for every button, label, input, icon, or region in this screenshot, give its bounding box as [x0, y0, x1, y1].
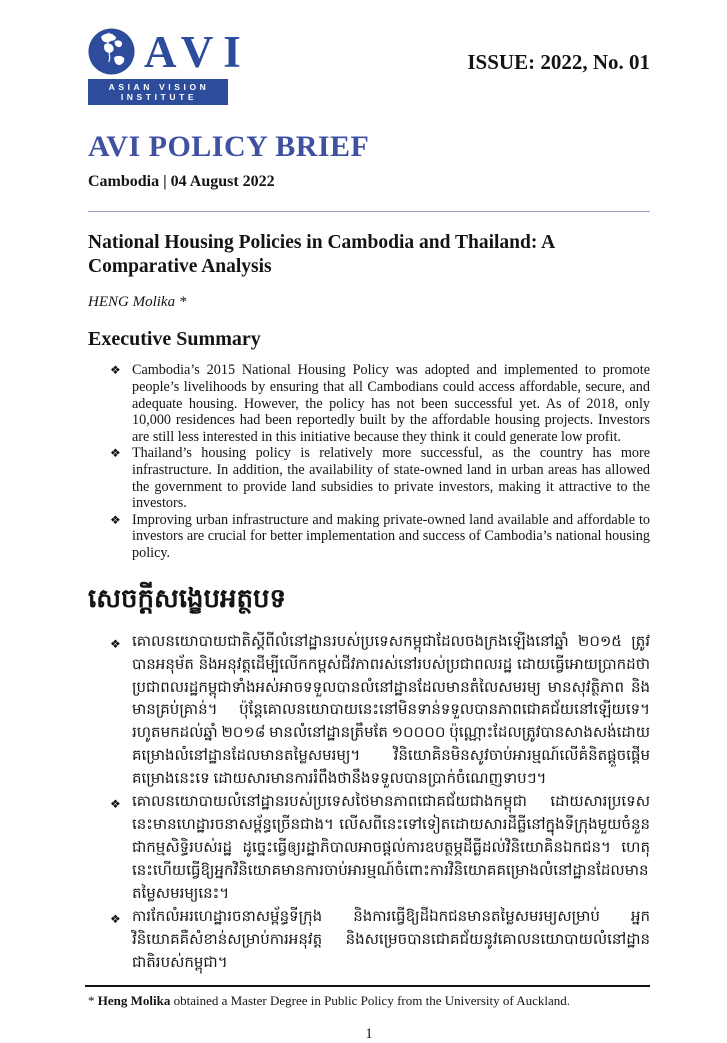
executive-summary-heading: Executive Summary [88, 328, 261, 351]
logo-acronym: AVI [144, 27, 251, 77]
footnote-text [88, 993, 650, 1009]
diamond-bullet-icon: ❖ [110, 363, 121, 378]
header-divider [88, 211, 650, 212]
footnote-author: Heng Molika [97, 992, 171, 1008]
list-item [110, 631, 650, 792]
list-item [110, 512, 650, 562]
list-item [110, 791, 650, 906]
avi-logo [88, 28, 251, 105]
bullet-text: Cambodia’s 2015 National Housing Policy was adopted and implemented to promote people’s livelihoods by ensuring that all Cambodians could access affordable, secure, and adequate housing. However, the policy has not been successful yet. As of 2018, only 10,000 residences had been reportedly built by the affordable housing projects. Investors are still less interested in this initiative because they think it could generate low profit. [132, 362, 650, 445]
header [88, 28, 650, 105]
bullet-text: Improving urban infrastructure and making private-owned land available and affordable to investors are crucial for better implementation and success of Cambodia’s national housing policy. [132, 511, 650, 562]
footnote-section [88, 985, 650, 1043]
list-item [110, 445, 650, 511]
masthead-title: AVI POLICY BRIEF [88, 130, 370, 163]
diamond-bullet-icon: ❖ [110, 512, 121, 527]
diamond-bullet-icon: ❖ [110, 636, 121, 651]
logo-top-row [88, 28, 251, 75]
article-title: National Housing Policies in Cambodia and Thailand: A Comparative Analysis [88, 232, 555, 278]
bullet-text: គោលនយោបាយលំនៅដ្ឋានរបស់ប្រទេសថៃមានភាពជោគជ័យជាងកម្ពុជា ដោយសារប្រទេសនេះមានហេដ្ឋារចនាសម្ព័ន្ធច្រើនជាង។ លើសពីនេះទៅទៀតដោយសារដីធ្លីនៅក្នុងទីក្រុងមួយចំនួនជាកម្មសិទ្ធិរបស់រដ្ឋ ដូច្នេះធ្វើឲ្យរដ្ឋាភិបាលអាចផ្តល់ការឧបត្ថម្ភដីធ្លីដល់វិនិយោគិនឯកជន។ ហេតុនេះហើយធ្វើឱ្យអ្នកវិនិយោគមានការចាប់អារម្មណ៍ចំពោះការវិនិយោគគម្រោងលំនៅដ្ឋានដែលមានតម្លៃសមរម្យនេះ។ [132, 794, 650, 902]
diamond-bullet-icon: ❖ [110, 446, 121, 461]
bullet-text: គោលនយោបាយជាតិស្តីពីលំនៅដ្ឋានរបស់ប្រទេសកម្ពុជាដែលចងក្រងឡើងនៅឆ្នាំ ២០១៥ ត្រូវបានអនុម័ត និងអនុវត្តដើម្បីលើកកម្ពស់ជីវភាពរស់នៅរបស់ប្រជាពលរដ្ឋ ដោយធ្វើអោយប្រាកដថាប្រជាពលរដ្ឋកម្ពុជាទាំងអស់អាចទទួលបានលំនៅដ្ឋានដែលមានតំលៃសមរម្យ មានសុវត្ថិភាព និងមានគ្រប់គ្រាន់។ ប៉ុន្តែគោលនយោបាយនេះនៅមិនទាន់ទទួលបានភាពជោគជ័យនៅឡើយទេ។ រហូតមកដល់ឆ្នាំ ២០១៨ មានលំនៅដ្ឋានត្រឹមតែ ១០០០០ ប៉ុណ្ណោះដែលត្រូវបានសាងសង់ដោយគម្រោងលំនៅដ្ឋានដែលមានតម្លៃសមរម្យ។ វិនិយោគិនមិនសូវចាប់អារម្មណ៍លើគំនិតផ្តួចផ្តើមគម្រោងនេះទេ ដោយសារមានការរំពឹងថានឹងទទួលបានប្រាក់ចំណេញទាបៗ។ [132, 633, 650, 788]
bullet-text: ការកែលំអរហេដ្ឋារចនាសម្ព័ន្ធទីក្រុង និងការធ្វើឱ្យដីឯកជនមានតម្លៃសមរម្យសម្រាប់ អ្នកវិនិយោគគឺសំខាន់សម្រាប់ការអនុវត្ត និងសម្រេចបានជោគជ័យនូវគោលនយោបាយលំនៅដ្ឋានជាតិរបស់កម្ពុជា។ [132, 908, 650, 971]
khmer-summary-list [110, 631, 650, 975]
page-number: 1 [365, 1025, 373, 1042]
logo-banner: ASIAN VISION INSTITUTE [88, 79, 228, 105]
footnote-divider [85, 985, 650, 987]
dateline: Cambodia | 04 August 2022 [88, 173, 275, 190]
list-item [110, 906, 650, 975]
footnote-marker: * [88, 992, 98, 1008]
globe-icon [88, 28, 135, 75]
author-line: HENG Molika * [88, 294, 187, 311]
diamond-bullet-icon: ❖ [110, 797, 121, 812]
issue-label: ISSUE: 2022, No. 01 [467, 50, 650, 74]
khmer-summary-heading: សេចក្តីសង្ខេបអត្ថបទ [88, 583, 287, 613]
footnote-body: obtained a Master Degree in Public Policy from the University of Auckland. [170, 992, 570, 1008]
bullet-text: Thailand’s housing policy is relatively more successful, as the country has more infrastructure. In addition, the availability of state-owned land in urban areas has allowed the government to provide land subsidies to private investors, making it attractive to the investors. [132, 445, 650, 512]
executive-summary-list [110, 362, 650, 561]
list-item [110, 362, 650, 445]
diamond-bullet-icon: ❖ [110, 911, 121, 926]
